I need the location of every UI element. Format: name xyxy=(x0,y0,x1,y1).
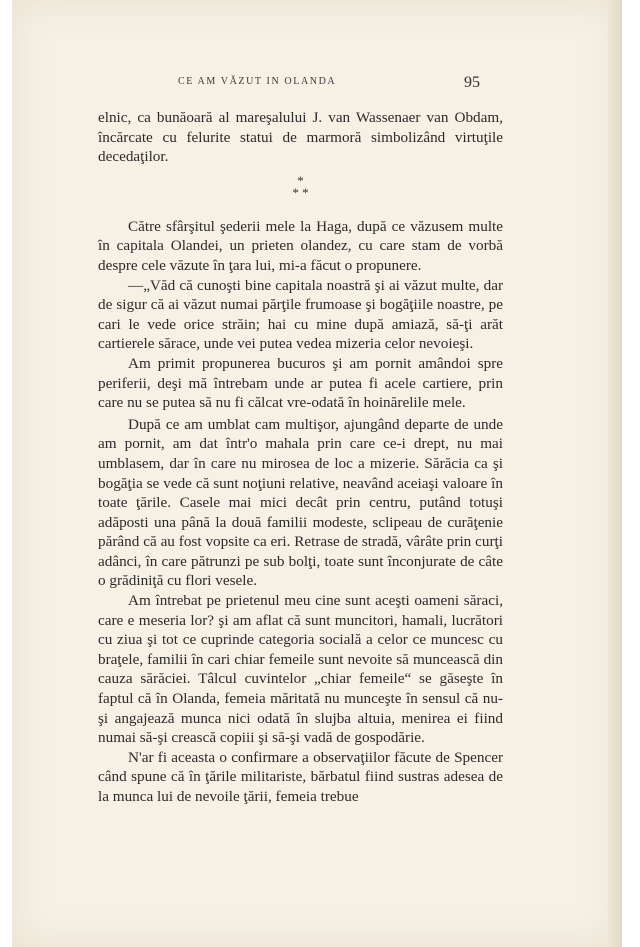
asterism-top: * xyxy=(297,172,304,188)
running-title: CE AM VĂZUT IN OLANDA xyxy=(178,76,337,87)
paragraph-2: Către sfârşitul şederii mele la Haga, după ce văzusem multe în capitala Olandei, un prieten olandez, cu care stam de vorbă despre cele văzute în ţara lui, mi-a făcut o propunere. xyxy=(98,217,503,274)
page-edge xyxy=(608,0,622,947)
paragraph-5: După ce am umblat cam multişor, ajungând departe de unde am pornit, am dat într'o mahala prin care ce-i drept, nu mai umblasem, dar în care nu mirosea de loc a mizerie. Sărăcia ca şi bogăţia se vede că sunt noţiuni relative, neavând aceiaşi valoare în toate ţările. Casele mai mici decât prin centru, putând totuşi adăposti una până la două familii modeste, sclipeau de curăţenie părând că au fost vopsite ca eri. Retrase de stradă, vârâte prin curţi adânci, în care pătrunzi pe sub bolţi, toate sunt înconjurate de câte o grădiniţă cu flori vesele. xyxy=(98,415,503,590)
paragraph-4: Am primit propunerea bucuros şi am pornit amândoi spre periferii, deşi mă întrebam unde ar putea fi acele cartiere, prin care nu se putea să nu fi călcat vre-odată în hoinărelile mele. xyxy=(98,354,503,412)
paragraph-1: elnic, ca bunăoară al mareşalului J. van Wassenaer van Obdam, încărcate cu felurite statui de marmoră simbolizând virtuţile decedaţilor. xyxy=(98,109,503,166)
page-number: 95 xyxy=(464,74,480,91)
asterism-bottom: * * xyxy=(292,184,309,200)
page-header xyxy=(12,74,622,96)
body-text xyxy=(98,108,503,807)
paragraph-6: Am întrebat pe prietenul meu cine sunt aceşti oameni săraci, care e meseria lor? şi am aflat că sunt muncitori, hamali, lucrători cu ziua şi tot ce cuprinde categoria socială a celor ce muncesc cu braţele, familii în cari chiar femeile sunt nevoite să muncească din cauza sărăciei. Tâlcul cuvintelor „chiar femeile“ se găseşte în faptul că în Olanda, femeia măritată nu munceşte în sensul că nu-şi angajează munca nici odată în slujba altuia, menirea ei fiind numai să-şi crească copiii şi să-şi vadă de gospodărie. xyxy=(98,592,503,747)
paragraph-7: N'ar fi aceasta o confirmare a observaţiilor făcute de Spencer când spune că în ţările militariste, bărbatul fiind sustras adesea de la munca lui de nevoile ţării, femeia trebue xyxy=(98,748,503,805)
section-break-asterism xyxy=(98,172,503,200)
book-page xyxy=(12,0,622,947)
paragraph-3: —„Văd că cunoşti bine capitala noastră şi ai văzut multe, dar de sigur că ai văzut numai părţile frumoase şi bogăţiile noastre, pe cari le vede orice străin; hai cu mine după amiază, să-ţi arăt cartierele sărace, unde vei putea vedea mizeria celor nevoieşi. xyxy=(98,276,503,353)
